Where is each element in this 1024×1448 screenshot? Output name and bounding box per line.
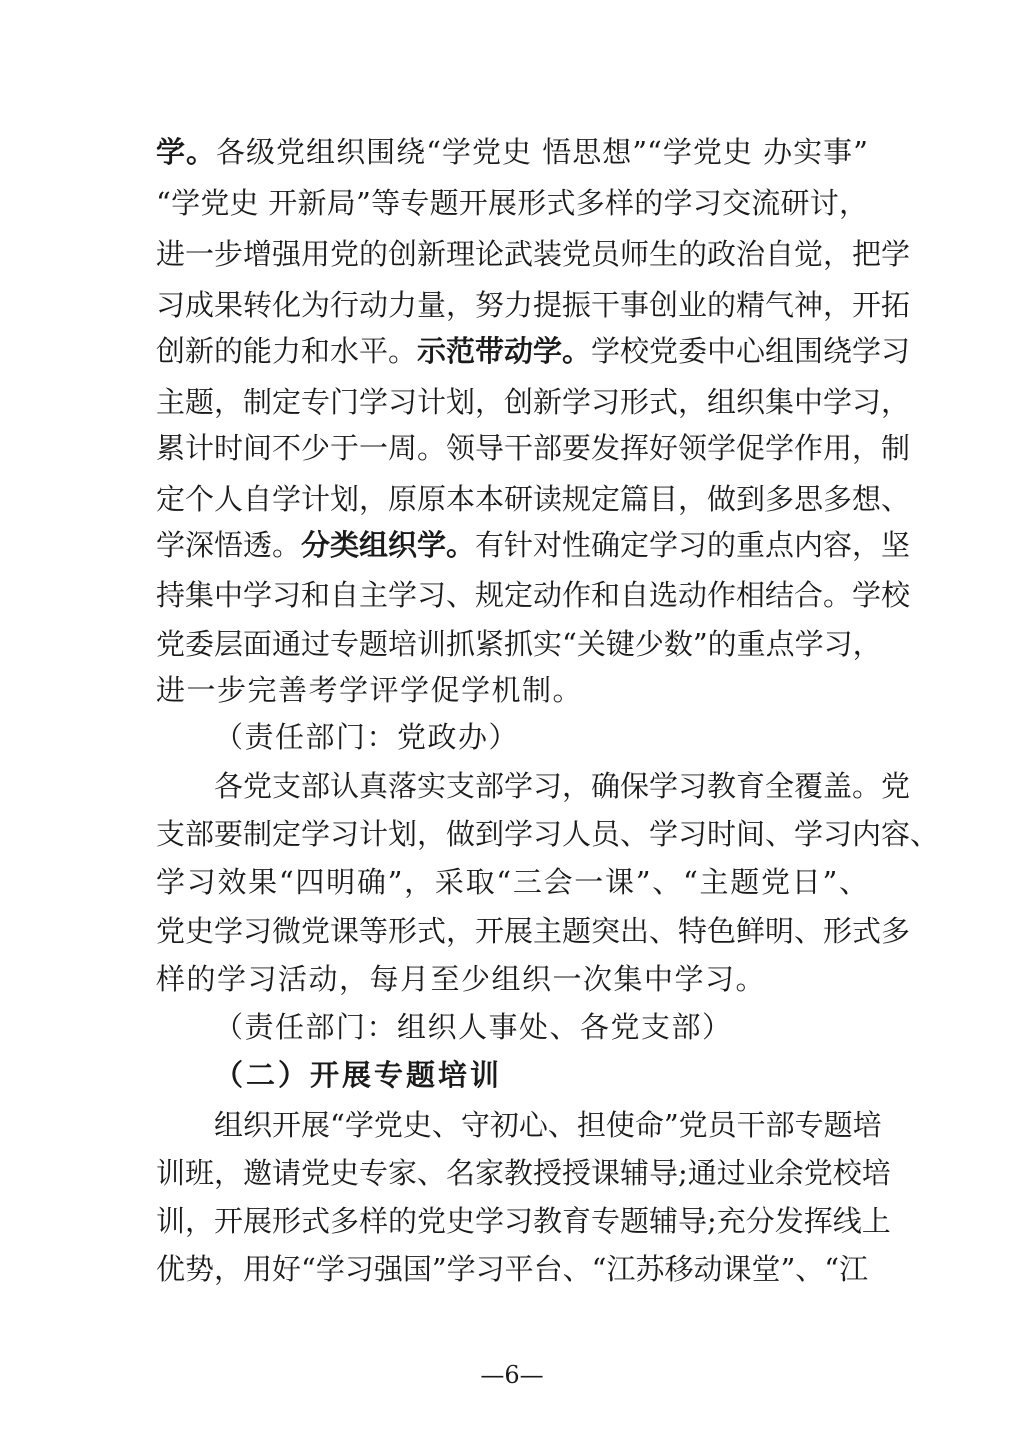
text-span: 党委层面通过专题培训抓紧抓实“关键少数”的重点学习， — [156, 627, 882, 661]
text-span: 进一步增强用党的创新理论武装党员师生的政治自觉，把学 — [156, 237, 911, 271]
text-span: 持集中学习和自主学习、规定动作和自选动作相结合。学校 — [156, 578, 911, 612]
text-line — [156, 525, 911, 565]
text-span: 累计时间不少于一周。领导干部要发挥好领学促学作用，制 — [156, 431, 911, 465]
text-line: 各党支部认真落实支部学习，确保学习教育全覆盖。党 — [214, 769, 911, 803]
text-line: 样的学习活动，每月至少组织一次集中学习。 — [156, 962, 767, 996]
text-span: 定个人自学计划，原原本本研读规定篇目，做到多思多想、 — [156, 482, 911, 516]
text-line — [156, 575, 911, 615]
text-line — [156, 285, 911, 325]
responsibility-note: （责任部门：组织人事处、各党支部） — [214, 1010, 733, 1044]
text-line — [156, 428, 911, 468]
text-line: 支部要制定学习计划，做到学习人员、学习时间、学习内容、 — [156, 817, 940, 851]
text-span: 有针对性确定学习的重点内容，坚 — [475, 528, 911, 562]
text-span: 学校党委中心组围绕学习 — [591, 334, 911, 368]
text-line: 训，开展形式多样的党史学习教育专题辅导;充分发挥线上 — [156, 1204, 891, 1238]
text-span: “学党史 开新局”等专题开展形式多样的学习交流研讨， — [156, 186, 868, 220]
responsibility-note: （责任部门：党政办） — [214, 720, 520, 754]
text-span: 学深悟透。 — [156, 528, 302, 562]
text-line: 优势，用好“学习强国”学习平台、“江苏移动课堂”、“江 — [156, 1252, 869, 1286]
text-span: 主题，制定专门学习计划，创新学习形式，组织集中学习， — [156, 385, 911, 419]
text-span: 进一步完善考学评学促学机制。 — [156, 673, 584, 707]
text-line: 组织开展“学党史、守初心、担使命”党员干部专题培 — [214, 1108, 882, 1142]
page-number: —6— — [480, 1361, 544, 1389]
text-span: 各级党组织围绕“学党史 悟思想”“学党史 办实事” — [216, 135, 868, 169]
text-line — [156, 331, 911, 371]
text-line: 学习效果“四明确”，采取“三会一课”、“主题党日”、 — [156, 865, 868, 899]
text-line — [156, 670, 583, 710]
text-line — [156, 132, 868, 172]
text-line — [156, 479, 911, 519]
text-line — [156, 624, 882, 664]
text-line — [156, 382, 911, 422]
emphasis-phrase: 学。 — [156, 135, 217, 169]
text-line: 训班，邀请党史专家、名家教授授课辅导;通过业余党校培 — [156, 1156, 891, 1190]
text-line — [156, 183, 868, 223]
section-heading: （二）开展专题培训 — [214, 1058, 503, 1092]
text-line: 党史学习微党课等形式，开展主题突出、特色鲜明、形式多 — [156, 914, 911, 948]
text-line — [156, 234, 911, 274]
text-span: 习成果转化为行动力量，努力提振干事创业的精气神，开拓 — [156, 288, 911, 322]
emphasis-phrase: 分类组织学。 — [301, 528, 476, 562]
text-span: 创新的能力和水平。 — [156, 334, 418, 368]
emphasis-phrase: 示范带动学。 — [417, 334, 592, 368]
